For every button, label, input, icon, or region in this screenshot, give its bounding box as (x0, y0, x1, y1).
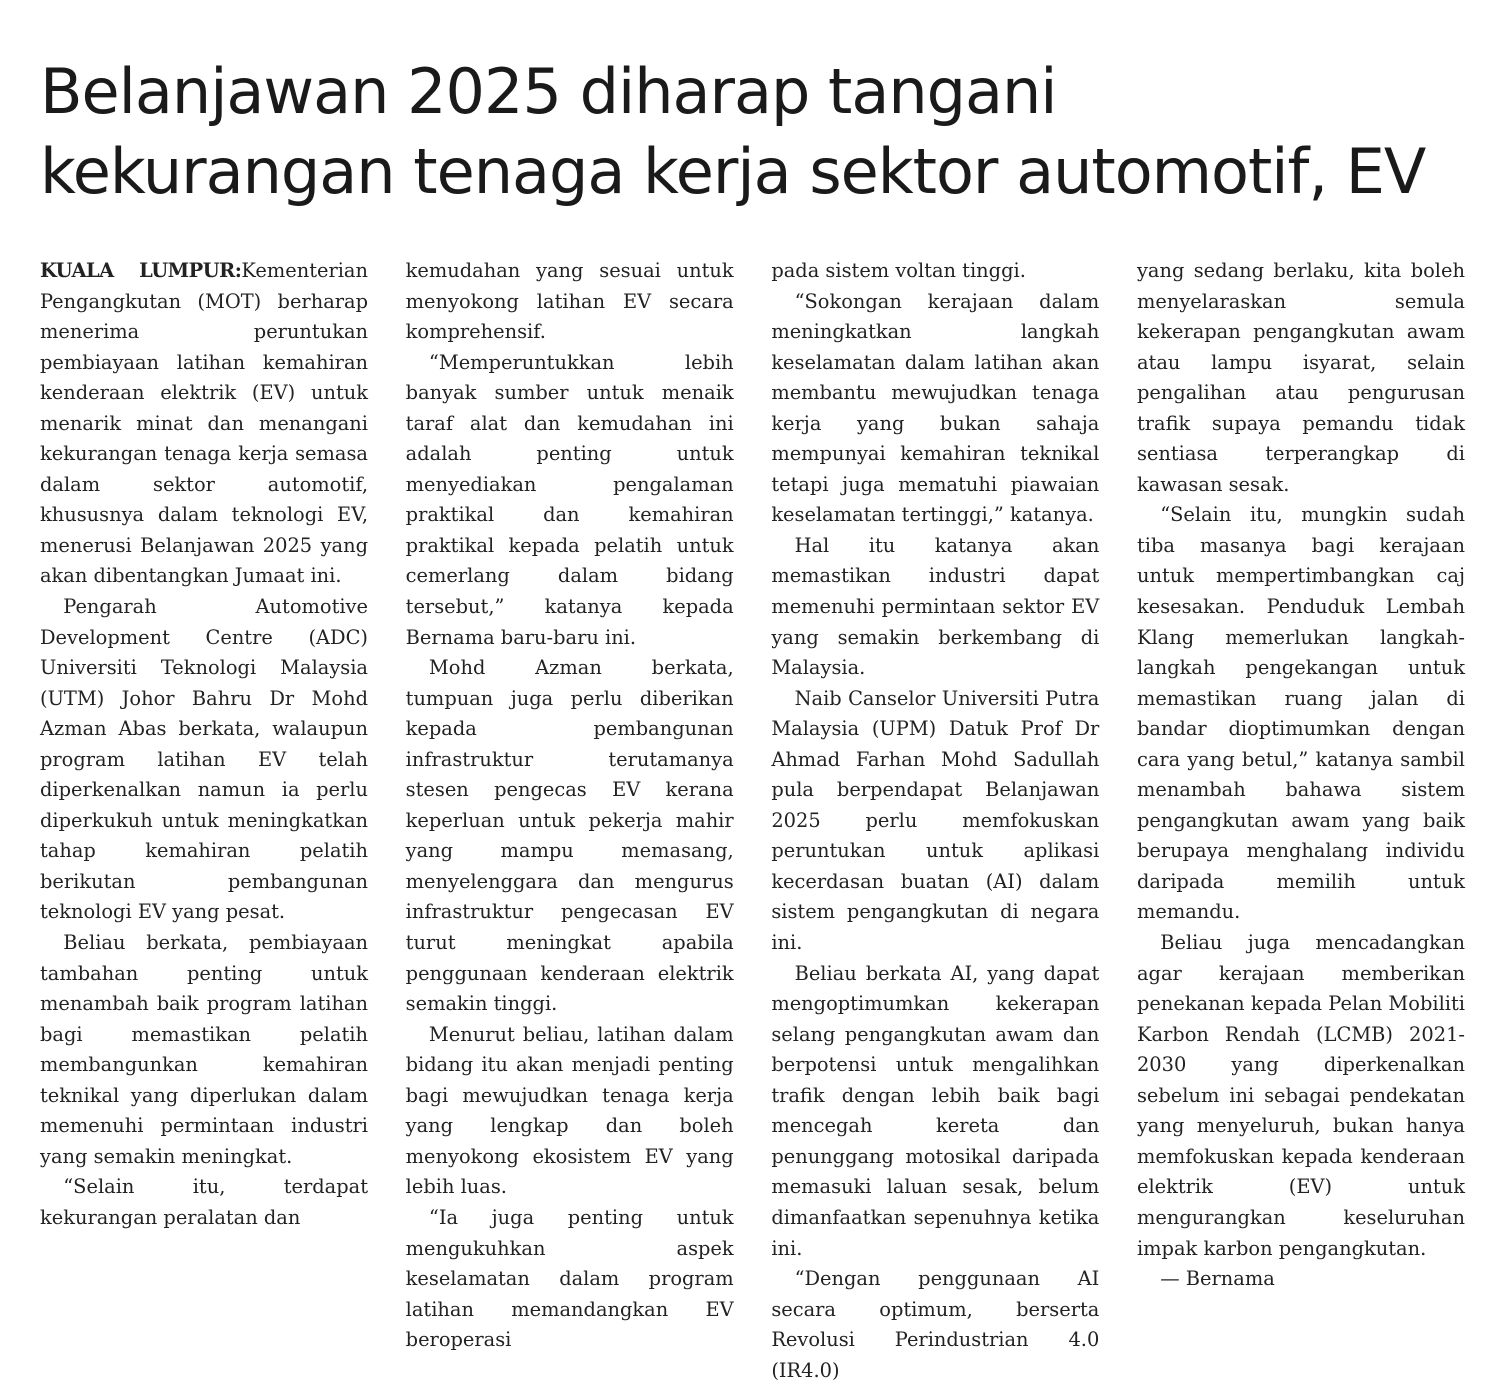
paragraph: Naib Canselor Universiti Putra Malaysia (UPM) Datuk Prof Dr Ahmad Farhan Mohd Sadullah pula berpendapat Belanjawan 2025 perlu memfokuskan peruntukan untuk aplikasi kecerdasan buatan (AI) dalam sistem pengangkutan di negara ini. (771, 686, 1100, 955)
headline-line-1: Belanjawan 2025 diharap tangani (40, 55, 1057, 128)
paragraph: Pengarah Automotive Development Centre (ADC) Universiti Teknologi Malaysia (UTM) Johor Bahru Dr Mohd Azman Abas berkata, walaupun program latihan EV telah diperkenalkan namun ia perlu diperkukuh untuk meningkatkan tahap kemahiran pelatih berikutan pembangunan teknologi EV yang pesat. (40, 595, 368, 924)
column-3 (771, 256, 1100, 1382)
article-body (40, 256, 1465, 1382)
paragraph: yang sedang berlaku, kita boleh menyelaraskan semula kekerapan pengangkutan awam atau lampu isyarat, selain pengalihan atau pengurusan trafik supaya pemandu tidak sentiasa terperangkap di kawasan sesak. (1136, 259, 1465, 496)
paragraph: “Memperuntukkan lebih banyak sumber untuk menaik taraf alat dan kemudahan ini adalah penting untuk menyediakan pengalaman praktikal dan kemahiran praktikal kepada pelatih untuk cemerlang dalam bidang tersebut,” katanya kepada Bernama baru-baru ini. (405, 350, 734, 649)
paragraph: “Selain itu, mungkin sudah tiba masanya bagi kerajaan untuk mempertimbangkan caj kesesakan. Penduduk Lembah Klang memerlukan langkah-langkah pengekangan untuk memastikan ruang jalan di bandar dioptimumkan dengan cara yang betul,” katanya sambil menambah bahawa sistem pengangkutan awam yang baik berupaya menghalang individu daripada memilih untuk memandu. (1136, 503, 1465, 924)
paragraph: Beliau juga mencadangkan agar kerajaan memberikan penekanan kepada Pelan Mobiliti Karbon Rendah (LCMB) 2021-2030 yang diperkenalkan sebelum ini sebagai pendekatan yang menyeluruh, bukan hanya memfokuskan kepada kenderaan elektrik (EV) untuk mengurangkan keseluruhan impak karbon pengangkutan. (1136, 931, 1465, 1260)
paragraph: “Sokongan kerajaan dalam meningkatkan langkah keselamatan dalam latihan akan membantu mewujudkan tenaga kerja yang bukan sahaja mempunyai kemahiran teknikal tetapi juga mematuhi piawaian keselamatan tertinggi,” katanya. (771, 289, 1100, 527)
byline: — Bernama (1160, 1267, 1275, 1291)
paragraph: Mohd Azman berkata, tumpuan juga perlu diberikan kepada pembangunan infrastruktur terutamanya stesen pengecas EV kerana keperluan untuk pekerja mahir yang mampu memasang, menyelenggara dan mengurus infrastruktur pengecasan EV turut meningkat apabila penggunaan kenderaan elektrik semakin tinggi. (405, 656, 734, 1016)
paragraph (40, 256, 368, 592)
paragraph: kemudahan yang sesuai untuk menyokong latihan EV secara komprehensif. (405, 259, 734, 344)
paragraph-text: Kementerian Pengangkutan (MOT) berharap menerima peruntukan pembiayaan latihan kemahiran kenderaan elektrik (EV) untuk menarik minat dan menangani kekurangan tenaga kerja semasa dalam sektor automotif, khususnya dalam teknologi EV, menerusi Belanjawan 2025 yang akan dibentangkan Jumaat ini. (40, 259, 368, 588)
headline (40, 52, 1460, 212)
column-2 (405, 256, 734, 1352)
paragraph: pada sistem voltan tinggi. (771, 259, 1026, 282)
headline-line-2: kekurangan tenaga kerja sektor automotif, EV (40, 135, 1426, 208)
paragraph: Menurut beliau, latihan dalam bidang itu akan menjadi penting bagi mewujudkan tenaga kerja yang lengkap dan boleh menyokong ekosistem EV yang lebih luas. (405, 1022, 734, 1199)
paragraph: “Selain itu, terdapat kekurangan peralatan dan (40, 1175, 368, 1229)
paragraph: Beliau berkata AI, yang dapat mengoptimumkan kekerapan selang pengangkutan awam dan berpotensi untuk mengalihkan trafik dengan lebih baik bagi mencegah kereta dan penunggang motosikal daripada memasuki laluan sesak, belum dimanfaatkan sepenuhnya ketika ini. (771, 961, 1100, 1260)
column-1 (40, 256, 368, 1276)
paragraph: “Ia juga penting untuk mengukuhkan aspek keselamatan dalam program latihan memandangkan EV beroperasi (405, 1205, 734, 1352)
paragraph: Beliau berkata, pembiayaan tambahan penting untuk menambah baik program latihan bagi memastikan pelatih membangunkan kemahiran teknikal yang diperlukan dalam memenuhi permintaan industri yang semakin meningkat. (40, 931, 368, 1168)
column-4 (1136, 256, 1465, 1291)
dateline: KUALA LUMPUR: (40, 259, 242, 282)
paragraph: “Dengan penggunaan AI secara optimum, berserta Revolusi Perindustrian 4.0 (IR4.0) (771, 1267, 1100, 1382)
paragraph: Hal itu katanya akan memastikan industri dapat memenuhi permintaan sektor EV yang semakin berkembang di Malaysia. (771, 533, 1100, 680)
